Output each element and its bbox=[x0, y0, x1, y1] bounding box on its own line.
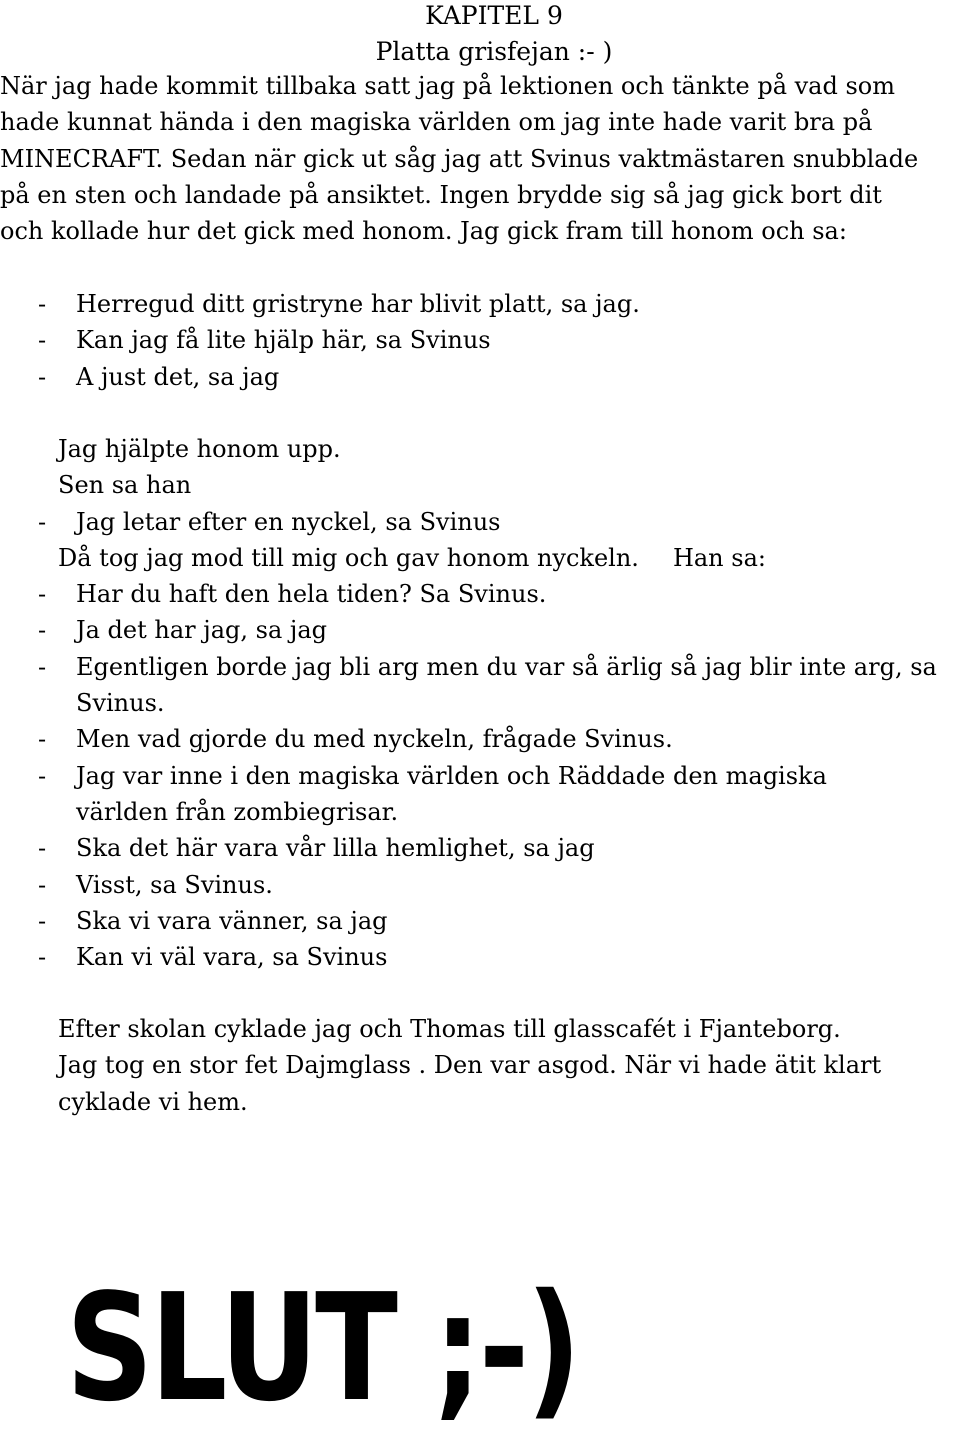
intro-line: hade kunnat hända i den magiska världen om jag inte hade varit bra på bbox=[0, 108, 873, 137]
dialog-dash: - bbox=[38, 507, 47, 536]
closing-line bbox=[0, 1084, 960, 1120]
dialog-text: Jag letar efter en nyckel, sa Svinus bbox=[76, 507, 501, 536]
dialog-text: Har du haft den hela tiden? Sa Svinus. bbox=[76, 580, 547, 609]
chapter-subtitle: Platta grisfejan :- ) bbox=[375, 37, 613, 66]
dialog-line bbox=[0, 903, 960, 939]
dialog-text: Ska vi vara vänner, sa jag bbox=[76, 906, 388, 935]
dialog-line bbox=[0, 504, 960, 540]
closing-text: Jag tog en stor fet Dajmglass . Den var asgod. När vi hade ätit klart bbox=[58, 1051, 882, 1080]
dialog-line bbox=[0, 867, 960, 903]
dialog-dash: - bbox=[38, 616, 47, 645]
dialog-text: världen från zombiegrisar. bbox=[76, 797, 399, 826]
dialog-text: Ska det här vara vår lilla hemlighet, sa jag bbox=[76, 834, 595, 863]
narration-line bbox=[0, 431, 960, 467]
intro-line: MINECRAFT. Sedan när gick ut såg jag att Svinus vaktmästaren snubblade bbox=[0, 144, 919, 173]
dialog-line bbox=[0, 721, 960, 757]
ending-banner: SLUT ;-) bbox=[66, 1262, 579, 1434]
dialog-dash: - bbox=[38, 580, 47, 609]
closing-line bbox=[0, 1011, 960, 1047]
dialog-dash: - bbox=[38, 326, 47, 355]
dialog-text: A just det, sa jag bbox=[76, 362, 280, 391]
dialog-text: Egentligen borde jag bli arg men du var så ärlig så jag blir inte arg, sa bbox=[76, 652, 937, 681]
intro-line: på en sten och landade på ansiktet. Ingen brydde sig så jag gick bort dit bbox=[0, 180, 882, 209]
narration-text: Jag hjälpte honom upp. bbox=[58, 435, 341, 463]
narration-line bbox=[0, 467, 960, 503]
dialog-block-1 bbox=[0, 286, 960, 395]
dialog-text: Kan vi väl vara, sa Svinus bbox=[76, 943, 388, 972]
dialog-text: Men vad gjorde du med nyckeln, frågade Svinus. bbox=[76, 725, 673, 754]
dialog-text: Jag var inne i den magiska världen och Räddade den magiska bbox=[76, 761, 827, 790]
dialog-text: Herregud ditt gristryne har blivit platt, sa jag. bbox=[76, 290, 640, 318]
intro-line: När jag hade kommit tillbaka satt jag på lektionen och tänkte på vad som bbox=[0, 72, 896, 100]
dialog-line bbox=[0, 612, 960, 648]
dialog-line bbox=[0, 830, 960, 866]
intro-paragraph bbox=[0, 68, 960, 249]
dialog-line bbox=[0, 322, 960, 358]
dialog-block-2 bbox=[0, 431, 960, 975]
dialog-text: Kan jag få lite hjälp här, sa Svinus bbox=[76, 326, 491, 355]
dialog-line bbox=[0, 359, 960, 395]
narration-text: Sen sa han bbox=[58, 471, 192, 500]
dialog-dash: - bbox=[38, 362, 47, 391]
narration-text bbox=[58, 540, 766, 576]
dialog-line bbox=[0, 758, 960, 794]
closing-paragraph bbox=[0, 1011, 960, 1120]
dialog-dash: - bbox=[38, 943, 47, 972]
narration-line bbox=[0, 540, 960, 576]
closing-text: Efter skolan cyklade jag och Thomas till glasscafét i Fjanteborg. bbox=[58, 1015, 841, 1043]
intro-line: och kollade hur det gick med honom. Jag gick fram till honom och sa: bbox=[0, 217, 847, 246]
dialog-dash: - bbox=[38, 725, 47, 754]
dialog-continuation bbox=[0, 685, 960, 721]
dialog-line bbox=[0, 576, 960, 612]
closing-text: cyklade vi hem. bbox=[58, 1087, 248, 1116]
dialog-text: Svinus. bbox=[76, 689, 165, 718]
dialog-dash: - bbox=[38, 834, 47, 863]
narration-after: Han sa: bbox=[672, 543, 766, 572]
dialog-dash: - bbox=[38, 290, 47, 318]
dialog-dash: - bbox=[38, 652, 47, 681]
dialog-dash: - bbox=[38, 906, 47, 935]
dialog-line bbox=[0, 939, 960, 975]
dialog-dash: - bbox=[38, 870, 47, 899]
dialog-text: Ja det har jag, sa jag bbox=[76, 616, 328, 645]
dialog-line bbox=[0, 286, 960, 322]
dialog-text: Visst, sa Svinus. bbox=[76, 870, 273, 899]
dialog-dash: - bbox=[38, 761, 47, 790]
closing-line bbox=[0, 1047, 960, 1083]
chapter-heading: KAPITEL 9 bbox=[425, 1, 563, 30]
dialog-continuation bbox=[0, 794, 960, 830]
narration-main: Då tog jag mod till mig och gav honom nyckeln. bbox=[58, 543, 639, 572]
dialog-line bbox=[0, 649, 960, 685]
